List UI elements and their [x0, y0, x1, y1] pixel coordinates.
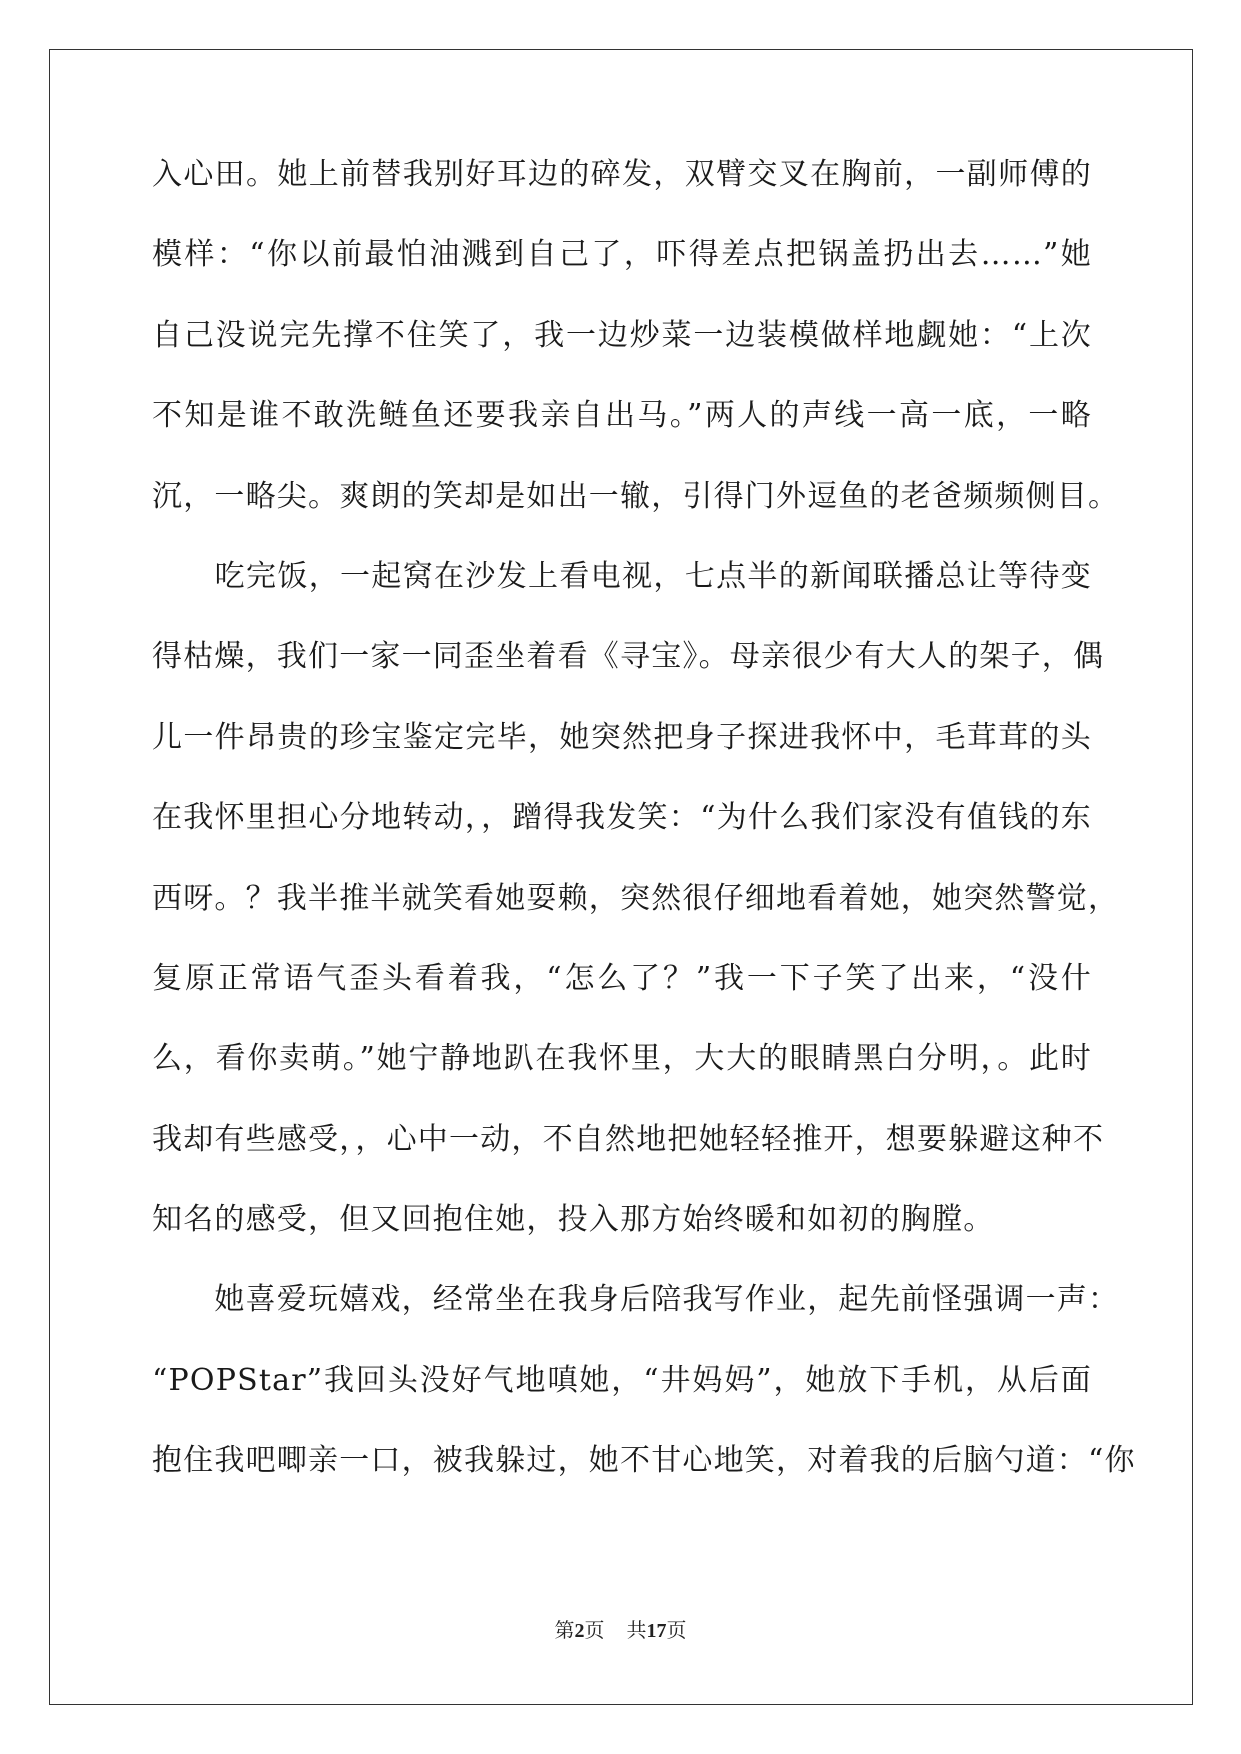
- page-footer: [0, 1614, 1241, 1643]
- document-body: [152, 155, 1136, 1522]
- text-line: 我却有些感受，，心中一动，不自然地把她轻轻推开，想要躲避这种不: [152, 1121, 1105, 1157]
- text-line: 不知是谁不敢洗鲢鱼还要我亲自出马。”两人的声线一高一底，一略: [152, 398, 1092, 434]
- text-line: “POPStar”我回头没好气地嗔她，“井妈妈”，她放下手机，从后面: [152, 1362, 1092, 1398]
- text-line: 西呀。？我半推半就笑看她耍赖，突然很仔细地看着她，她突然警觉，: [152, 880, 1120, 916]
- text-line: 得枯燥，我们一家一同歪坐着看《寻宝》。母亲很少有大人的架子，偶: [152, 639, 1105, 675]
- text-line: 么，看你卖萌。”她宁静地趴在我怀里，大大的眼睛黑白分明，。此时: [152, 1041, 1092, 1077]
- text-line: 复原正常语气歪头看着我，“怎么了？”我一下子笑了出来，“没什: [152, 960, 1092, 996]
- text-line: 沉，一略尖。爽朗的笑却是如出一辙，引得门外逗鱼的老爸频频侧目。: [152, 478, 1120, 514]
- total-suffix: 页: [666, 1620, 687, 1642]
- text-line: 自己没说完先撑不住笑了，我一边炒菜一边装模做样地觑她：“上次: [152, 317, 1092, 353]
- text-line: 入心田。她上前替我别好耳边的碎发，双臂交叉在胸前，一副师傅的: [152, 157, 1092, 192]
- total-prefix: 共: [626, 1620, 647, 1642]
- page-number: 2: [574, 1620, 585, 1642]
- text-line: 抱住我吧唧亲一口，被我躲过，她不甘心地笑，对着我的后脑勺道：“你: [152, 1443, 1136, 1479]
- total-pages: 17: [646, 1620, 667, 1642]
- text-line: 吃完饭，一起窝在沙发上看电视，七点半的新闻联播总让等待变: [152, 558, 1092, 594]
- text-line: 儿一件昂贵的珍宝鉴定完毕，她突然把身子探进我怀中，毛茸茸的头: [152, 719, 1092, 755]
- text-line: 模样：“你以前最怕油溅到自己了，吓得差点把锅盖扔出去……”她: [152, 237, 1092, 273]
- text-line: 在我怀里担心分地转动，，蹭得我发笑：“为什么我们家没有值钱的东: [152, 800, 1092, 836]
- page-prefix: 第: [554, 1620, 575, 1642]
- page-suffix: 页: [584, 1620, 605, 1642]
- text-line: 她喜爱玩嬉戏，经常坐在我身后陪我写作业，起先前怪强调一声：: [152, 1282, 1120, 1318]
- text-line: 知名的感受，但又回抱住她，投入那方始终暖和如初的胸膛。: [152, 1202, 995, 1238]
